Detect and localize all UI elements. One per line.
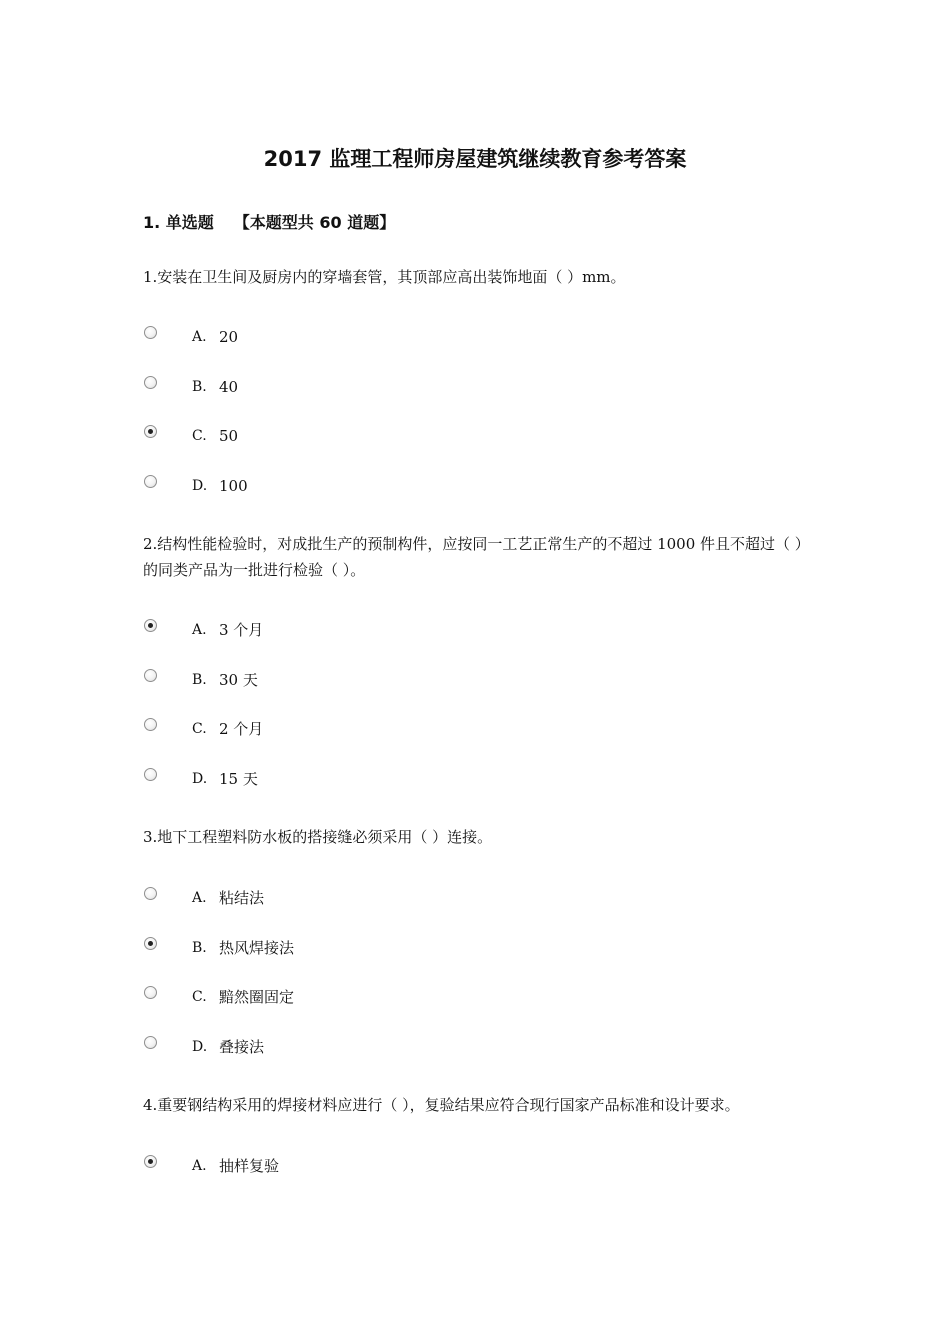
radio-button[interactable] xyxy=(144,326,157,339)
answer-option[interactable] xyxy=(144,937,544,967)
question-stem: 2.结构性能检验时，对成批生产的预制构件，应按同一工艺正常生产的不超过 1000 件且不超过（ ）的同类产品为一批进行检验（ ）。 xyxy=(143,535,810,579)
radio-button[interactable] xyxy=(144,619,157,632)
section-note: 【本题型共 60 道题】 xyxy=(233,213,396,232)
option-text: 30 天 xyxy=(219,671,258,689)
answer-option[interactable] xyxy=(144,887,544,917)
answer-option[interactable] xyxy=(144,619,544,649)
radio-button[interactable] xyxy=(144,768,157,781)
option-text: 40 xyxy=(219,378,239,396)
section-number: 1. 单选题 xyxy=(143,213,214,232)
option-letter: C. xyxy=(192,989,207,1005)
option-text: 叠接法 xyxy=(219,1038,265,1056)
option-text: 100 xyxy=(219,477,248,495)
option-text: 粘结法 xyxy=(219,889,265,907)
radio-button[interactable] xyxy=(144,937,157,950)
answer-option[interactable] xyxy=(144,326,544,356)
option-letter: B. xyxy=(192,672,207,688)
option-letter: C. xyxy=(192,721,207,737)
option-text: 15 天 xyxy=(219,770,258,788)
question-stem: 3.地下工程塑料防水板的搭接缝必须采用（ ）连接。 xyxy=(143,828,493,846)
option-text: 2 个月 xyxy=(219,720,264,738)
option-text: 抽样复验 xyxy=(219,1157,280,1175)
answer-option[interactable] xyxy=(144,986,544,1016)
answer-option[interactable] xyxy=(144,475,544,505)
radio-button[interactable] xyxy=(144,425,157,438)
radio-button[interactable] xyxy=(144,376,157,389)
option-letter: A. xyxy=(192,329,207,345)
answer-option[interactable] xyxy=(144,1155,544,1185)
option-letter: A. xyxy=(192,1158,207,1174)
question-stem: 1.安装在卫生间及厨房内的穿墙套管，其顶部应高出装饰地面（ ）mm。 xyxy=(143,268,626,286)
option-text: 3 个月 xyxy=(219,621,264,639)
option-letter: C. xyxy=(192,428,207,444)
page-title: 2017 监理工程师房屋建筑继续教育参考答案 xyxy=(263,147,687,171)
radio-button[interactable] xyxy=(144,1155,157,1168)
answer-option[interactable] xyxy=(144,376,544,406)
option-text: 20 xyxy=(219,328,239,346)
option-text: 黯然圈固定 xyxy=(219,988,295,1006)
radio-button[interactable] xyxy=(144,669,157,682)
option-letter: B. xyxy=(192,940,207,956)
option-text: 热风焊接法 xyxy=(219,939,295,957)
option-letter: D. xyxy=(192,478,208,494)
answer-option[interactable] xyxy=(144,768,544,798)
radio-button[interactable] xyxy=(144,475,157,488)
option-letter: B. xyxy=(192,379,207,395)
radio-button[interactable] xyxy=(144,986,157,999)
option-letter: A. xyxy=(192,890,207,906)
question-stem: 4.重要钢结构采用的焊接材料应进行（ ），复验结果应符合现行国家产品标准和设计要求。 xyxy=(143,1096,740,1114)
option-letter: A. xyxy=(192,622,207,638)
answer-option[interactable] xyxy=(144,1036,544,1066)
answer-option[interactable] xyxy=(144,718,544,748)
radio-button[interactable] xyxy=(144,1036,157,1049)
section-heading xyxy=(143,210,395,236)
option-text: 50 xyxy=(219,427,239,445)
answer-option[interactable] xyxy=(144,669,544,699)
option-letter: D. xyxy=(192,771,208,787)
radio-button[interactable] xyxy=(144,887,157,900)
radio-button[interactable] xyxy=(144,718,157,731)
option-letter: D. xyxy=(192,1039,208,1055)
answer-option[interactable] xyxy=(144,425,544,455)
